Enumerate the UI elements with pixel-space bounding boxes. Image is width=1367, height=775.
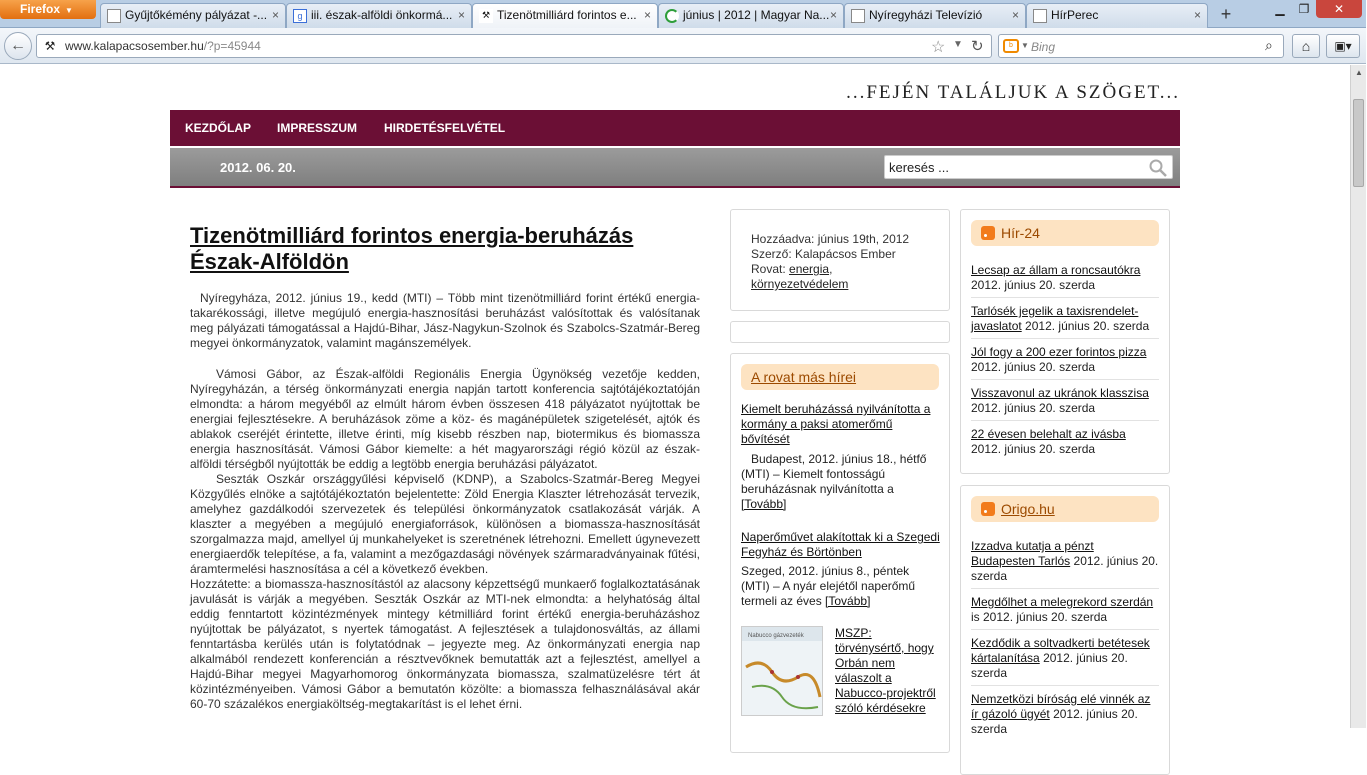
feed-item	[971, 427, 1159, 457]
feed-item	[971, 636, 1159, 681]
tab-2[interactable]	[286, 3, 472, 28]
page-icon	[107, 9, 121, 23]
category-link-energia[interactable]: energia	[789, 262, 830, 276]
article-paragraph: Hozzátette: a biomassza-hasznosítástól az alacsony képzettségű munkaerő foglalkoztatásának javulását is várják a megyében. Seszták Oszkár az MTI-nek elmondta: a helyhatóság által eddig fenntartott közintézmények mintegy kétmilliárd forint értékű energia-beruházáshoz nyújtottak be pályázatot, s nyertek támogatást. A fejlesztések a tulajdonosváltás, az állami fenntartásba kerülés után is folytatódnak – jegyezte meg. Az önkormányzati energia nap alkalmából rendezett konferencián a résztvevőknek bemutatták azt a fejlesztést, amellyel a Hajdú-Bihar megyei Magyarhomorog önkormányzata biomassza, szalmatüzelésre tért át közintézményeiben. Vámosi Gábor a bemutatón közölte: a biomassza felhasználásával akár 60-70 százalékos energiaköltség-megtakarítást is el lehet érni.	[190, 577, 700, 711]
divider	[971, 588, 1159, 589]
feed-item-link[interactable]: Tarlósék jegelik a taxisrendelet-javaslatot	[971, 304, 1139, 333]
close-icon[interactable]: ×	[457, 8, 465, 22]
tab-5[interactable]	[844, 3, 1026, 28]
feed-item-link[interactable]: Visszavonul az ukránok klasszisa	[971, 386, 1149, 400]
origo-heading	[971, 496, 1159, 522]
firefox-menu-label: Firefox	[20, 2, 61, 16]
meta-category: Rovat: energia,	[751, 262, 833, 276]
vertical-scrollbar[interactable]	[1350, 65, 1366, 728]
article-title[interactable]: Tizenötmilliárd forintos energia-beruházás Észak-Alföldön	[190, 223, 634, 274]
home-icon[interactable]: ⌂	[1292, 34, 1320, 58]
current-date: 2012. 06. 20.	[220, 160, 296, 175]
related-news-excerpt	[741, 564, 941, 609]
browser-search-bar[interactable]	[998, 34, 1284, 58]
article-paragraph: Vámosi Gábor, az Észak-alföldi Regionális Energia Ügynökség vezetője kedden, Nyíregyházán, a térség önkormányzati energia napján tartott konferencia sajtótájékoztatóján elmondta: a három megyéből az elmúlt három évben összesen 418 pályázatot nyújtottak be energiai fejlesztésekre. A beruházások zöme a köz- és magánépületek szigetelését, ajtók és ablakok cseréjét érintette, illetve érinti, míg kisebb részben nap, biotermikus és biomassza energia hasznosítását. Vámosi Gábor kiemelte: a hét magyarországi régió közül az észak-alföldi térségből nyújtották be eddig a legtöbb energia beruházási pályázatot.	[190, 367, 700, 471]
scroll-up-icon[interactable]: ▲	[1355, 68, 1363, 77]
url-text[interactable]	[65, 39, 261, 53]
feed-item	[971, 692, 1159, 737]
search-icon[interactable]: ⌕	[1265, 37, 1273, 53]
url-bar[interactable]	[36, 34, 992, 58]
close-icon[interactable]: ×	[643, 8, 651, 22]
related-news-text: Budapest, 2012. június 18., hétfő (MTI) – Kiemelt fontosságú beruházásnak nyilvánította a	[741, 452, 927, 496]
tab-3-active[interactable]	[472, 3, 658, 29]
close-icon[interactable]: ×	[271, 8, 279, 22]
related-news-link[interactable]: MSZP: törvénysértő, hogy Orbán nem válaszolt a Nabucco-projektről szóló kérdésekre	[835, 626, 936, 715]
feed-item-date: 2012. június 20. szerda	[971, 401, 1096, 415]
hir24-feed-box	[960, 209, 1170, 474]
feed-item-date: 2012. június 20. szerda	[971, 707, 1138, 736]
main-navigation	[170, 110, 1180, 146]
reload-icon[interactable]: ↻	[971, 38, 984, 55]
chevron-down-icon: ▼	[65, 6, 73, 15]
feed-item-link[interactable]: Izzadva kutatja a pénzt Budapesten Tarlós	[971, 539, 1094, 568]
feed-item	[971, 386, 1159, 416]
nav-item-impressum[interactable]: IMPRESSZUM	[277, 121, 358, 135]
chevron-down-icon[interactable]: ▼	[953, 39, 963, 50]
bing-icon[interactable]: b	[1003, 39, 1019, 53]
loading-icon	[665, 9, 679, 23]
feed-item-date: is 2012. június 20. szerda	[971, 610, 1108, 624]
related-news-title[interactable]: A rovat más hírei	[751, 369, 857, 385]
minimize-icon[interactable]: ▁	[1275, 2, 1285, 16]
back-arrow-icon[interactable]: ←	[4, 32, 32, 60]
article-paragraph: Nyíregyháza, 2012. június 19., kedd (MTI) – Több mint tizenötmilliárd forint értékű energia-takarékossági, illetve megújuló energia-hasznosítási beruházást valósítottak és valósítanak meg pályázati támogatással a Hajdú-Bihar, Jász-Nagykun-Szolnok és Szabolcs-Szatmár-Bereg megyei önkormányzatok, valamint magánszemélyek.	[190, 291, 700, 350]
tab-label: Nyíregyházi Televízió	[869, 8, 983, 22]
search-icon[interactable]	[1148, 158, 1168, 178]
article-paragraph: Seszták Oszkár országgyűlési képviselő (KDNP), a Szabolcs-Szatmár-Bereg Megyei Közgyűlés elnöke a sajtótájékoztatón bejelentette: Zöld Energia Klaszter létrehozását tervezik, amelyhez gazdálkodói szervezetek és települési önkormányzatok csatlakozását várják. A klaszter a megyében a megújuló energiaforrások, különösen a biomassza-hasznosítását szorgalmazza majd, amellyel új munkahelyeket is szeretnének létrehozni. Emellett úgynevezett energiaerdők telepítése, a fa, valamint a mezőgazdasági növények szármaradványainak fűtési, áramtermelési hasznosítása a cél a következő években.	[190, 472, 700, 576]
feed-item-date: 2012. június 20. szerda	[1025, 319, 1150, 333]
related-news-link[interactable]: Kiemelt beruházássá nyilvánította a kormány a paksi atomerőmű bővítését	[741, 402, 931, 446]
thumb-caption: Nabucco gázvezeték	[748, 633, 804, 639]
read-more-link[interactable]: [Tovább]	[825, 594, 871, 608]
page-icon	[851, 9, 865, 23]
feed-item-link[interactable]: Lecsap az állam a roncsautókra	[971, 263, 1141, 277]
site-slogan: ...FEJÉN TALÁLJUK A SZÖGET...	[846, 82, 1180, 103]
origo-feed-box	[960, 485, 1170, 775]
feed-item-link[interactable]: Megdőlhet a melegrekord szerdán	[971, 595, 1154, 609]
feed-item-link[interactable]: Jól fogy a 200 ezer forintos pizza	[971, 345, 1147, 359]
divider	[971, 685, 1159, 686]
meta-author: Szerző: Kalapácsos Ember	[751, 247, 896, 261]
chevron-down-icon[interactable]: ▼	[1021, 41, 1029, 50]
feed-item-date: 2012. június 20. szerda	[971, 360, 1096, 374]
divider	[971, 297, 1159, 298]
scrollbar-thumb[interactable]	[1353, 99, 1364, 187]
tab-bar	[0, 0, 1366, 28]
category-link-kornyezetvedelem[interactable]: környezetvédelem	[751, 277, 849, 291]
divider	[971, 420, 1159, 421]
tab-label: Gyűjtőkémény pályázat -...	[125, 8, 268, 22]
bookmark-star-icon[interactable]: ☆	[931, 39, 946, 56]
url-path: /?p=45944	[203, 39, 261, 53]
related-news-heading	[741, 364, 939, 390]
tab-1[interactable]	[100, 3, 286, 28]
empty-widget	[730, 321, 950, 343]
window-close-icon[interactable]: ✕	[1316, 0, 1362, 18]
search-input-value[interactable]: keresés ...	[889, 160, 949, 175]
hir24-title: Hír-24	[1001, 225, 1040, 241]
meta-category-2	[751, 277, 848, 291]
feed-item-date: 2012. június 20. szerda	[971, 554, 1159, 583]
feed-item	[971, 595, 1159, 625]
url-host: www.kalapacsosember.hu	[65, 39, 204, 53]
tab-label: HírPerec	[1051, 8, 1099, 22]
hammer-icon: ⚒	[479, 9, 493, 23]
nav-item-ads[interactable]: HIRDETÉSFELVÉTEL	[384, 121, 506, 135]
site-search-input[interactable]	[884, 155, 1173, 179]
search-placeholder: Bing	[1031, 40, 1056, 54]
bookmarks-menu-icon[interactable]: ▣▾	[1326, 34, 1360, 58]
date-search-bar	[170, 148, 1180, 188]
rss-icon	[981, 502, 995, 516]
nav-item-home[interactable]: KEZDŐLAP	[185, 121, 251, 135]
article-meta-box	[730, 209, 950, 311]
close-icon[interactable]: ×	[829, 8, 837, 22]
related-news-link[interactable]: Naperőművet alakítottak ki a Szegedi Fegyház és Börtönben	[741, 530, 940, 559]
feed-item	[971, 345, 1159, 375]
related-news-box	[730, 353, 950, 753]
divider	[971, 338, 1159, 339]
feed-item-link[interactable]: Nemzetközi bíróság elé vinnék az ír gázoló ügyét	[971, 692, 1151, 721]
feed-item-date: 2012. június 20. szerda	[971, 278, 1096, 292]
origo-title[interactable]: Origo.hu	[1001, 501, 1055, 517]
meta-category-label: Rovat:	[751, 262, 786, 276]
feed-item-date: 2012. június 20. szerda	[971, 651, 1128, 680]
tab-6[interactable]	[1026, 3, 1208, 28]
tab-4[interactable]	[658, 3, 844, 28]
read-more-link[interactable]: [Tovább]	[741, 497, 787, 511]
tab-label: Tizenötmilliárd forintos e...	[497, 8, 637, 22]
tab-label: június | 2012 | Magyar Na...	[683, 8, 830, 22]
feed-item	[971, 539, 1159, 584]
feed-item	[971, 304, 1159, 334]
hammer-icon: ⚒	[44, 39, 56, 53]
page-viewport	[0, 65, 1350, 736]
related-news-excerpt	[741, 452, 941, 512]
close-icon[interactable]: ×	[1193, 8, 1201, 22]
map-thumbnail-icon	[742, 627, 822, 715]
maximize-icon[interactable]: ❐	[1298, 2, 1310, 16]
page-icon	[1033, 9, 1047, 23]
google-icon: g	[293, 9, 307, 23]
firefox-menu-button[interactable]	[0, 0, 96, 19]
feed-item-link[interactable]: Kezdődik a soltvadkerti betétesek kártalanítása	[971, 636, 1150, 665]
divider	[971, 379, 1159, 380]
tab-label: iii. észak-alföldi önkormá...	[311, 8, 453, 22]
feed-item-date: 2012. június 20. szerda	[971, 442, 1096, 456]
article	[190, 223, 700, 712]
hir24-heading	[971, 220, 1159, 246]
feed-item-link[interactable]: 22 évesen belehalt az ivásba	[971, 427, 1126, 441]
news-thumbnail[interactable]	[741, 626, 823, 716]
close-icon[interactable]: ×	[1011, 8, 1019, 22]
feed-item	[971, 263, 1159, 293]
new-tab-button[interactable]: +	[1220, 4, 1232, 24]
rss-icon	[981, 226, 995, 240]
divider	[971, 629, 1159, 630]
meta-added: Hozzáadva: június 19th, 2012	[751, 232, 910, 246]
navigation-toolbar	[0, 28, 1366, 64]
related-news-text: Szeged, 2012. június 8., péntek (MTI) – A nyár elejétől naperőmű termeli az éves	[741, 564, 916, 608]
